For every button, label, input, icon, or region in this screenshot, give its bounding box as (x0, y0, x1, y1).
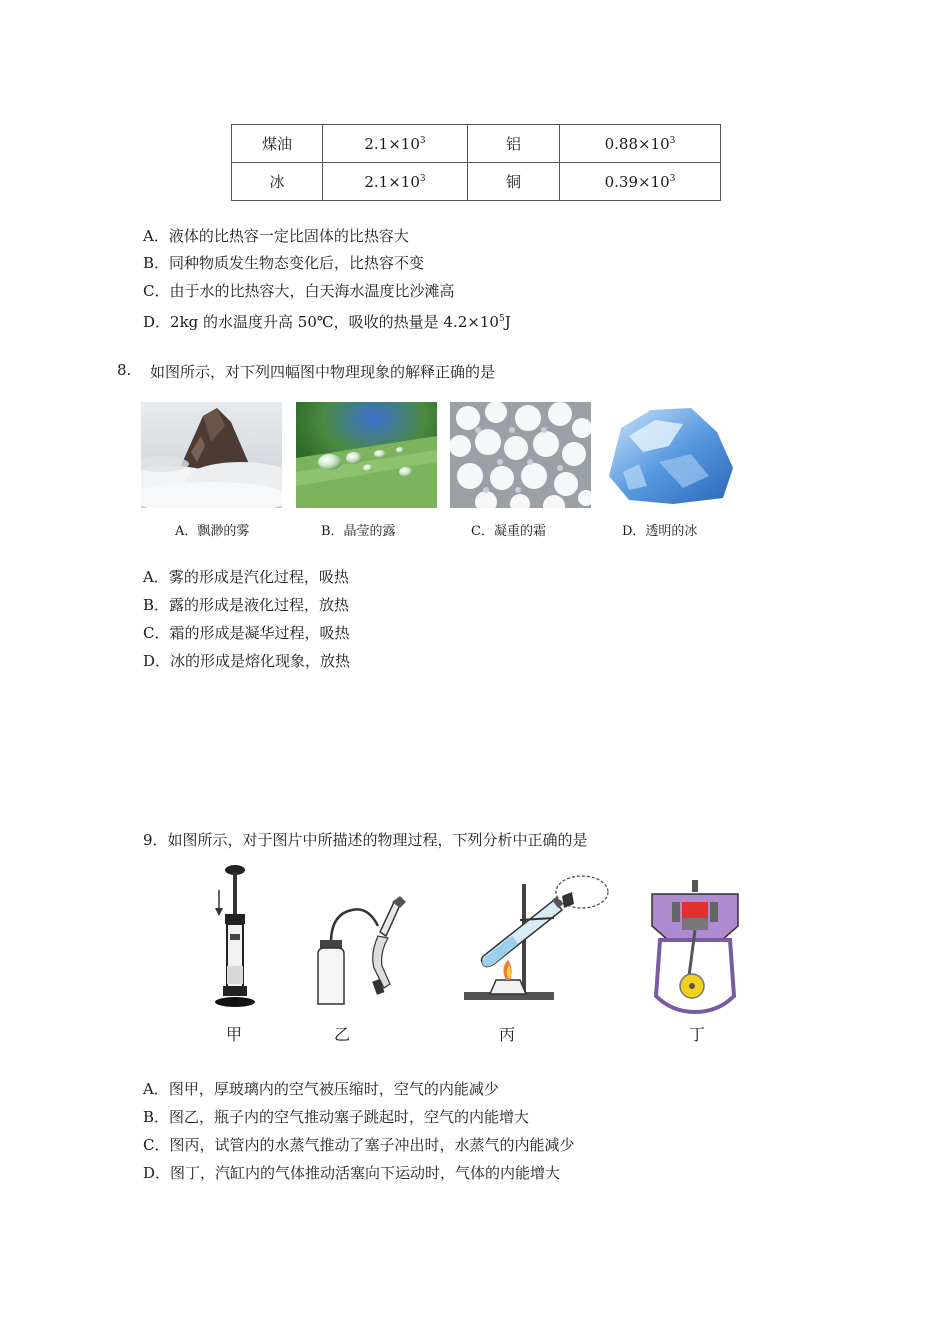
table-cell: 煤油 (232, 125, 323, 163)
table-cell: $2.1\times 10^3$ (323, 125, 468, 163)
table-row (232, 163, 721, 201)
table-cell: $0.88\times 10^3$ (560, 125, 721, 163)
compression-apparatus-figure (205, 862, 265, 1012)
q8-option-a: A．雾的形成是汽化过程，吸热 (143, 568, 349, 586)
q8-option-c: C．霜的形成是凝华过程，吸热 (143, 624, 350, 642)
table-cell: $2.1\times 10^3$ (323, 163, 468, 201)
fog-mountain-photo (141, 402, 282, 508)
q9-option-d: D．图丁，汽缸内的气体推动活塞向下运动时，气体的内能增大 (143, 1164, 561, 1182)
dew-drops-photo (296, 402, 437, 508)
table-cell: 铜 (468, 163, 560, 201)
caption-d: D．透明的冰 (622, 524, 698, 539)
frost-photo (450, 402, 591, 508)
figure-label-bing: 丙 (499, 1025, 516, 1044)
table-row (232, 125, 721, 163)
caption-c: C．凝重的霜 (471, 524, 546, 539)
test-tube-heating-figure (462, 870, 612, 1010)
table-cell: 冰 (232, 163, 323, 201)
q8-option-d: D．冰的形成是熔化现象，放热 (143, 652, 351, 670)
q7-option-b: B．同种物质发生物态变化后，比热容不变 (143, 254, 425, 272)
caption-a: A．飘渺的雾 (175, 524, 250, 539)
q8-number: 8. (117, 361, 132, 379)
specific-heat-table (231, 124, 721, 201)
q9-option-b: B．图乙，瓶子内的空气推动塞子跳起时，空气的内能增大 (143, 1108, 530, 1126)
table-cell: $0.39\times 10^3$ (560, 163, 721, 201)
figure-label-yi: 乙 (334, 1025, 351, 1044)
q9-stem: 9．如图所示，对于图片中所描述的物理过程，下列分析中正确的是 (143, 831, 588, 849)
q9-option-c: C．图丙，试管内的水蒸气推动了塞子冲出时，水蒸气的内能减少 (143, 1136, 575, 1154)
q8-option-b: B．露的形成是液化过程，放热 (143, 596, 350, 614)
q9-option-a: A．图甲，厚玻璃内的空气被压缩时，空气的内能减少 (143, 1080, 499, 1098)
q7-option-d: D．2kg 的水温度升高 50℃，吸收的热量是 $4.2\times 10^5J$ (143, 313, 511, 331)
q7-option-c: C．由于水的比热容大，白天海水温度比沙滩高 (143, 282, 455, 300)
figure-label-jia: 甲 (226, 1025, 243, 1044)
caption-b: B．晶莹的露 (321, 524, 396, 539)
ice-photo (599, 402, 740, 508)
engine-cylinder-figure (648, 880, 743, 1015)
q8-stem: 如图所示，对下列四幅图中物理现象的解释正确的是 (150, 363, 496, 381)
figure-label-ding: 丁 (689, 1025, 706, 1044)
bottle-pump-figure (308, 896, 418, 1012)
q7-option-a: A．液体的比热容一定比固体的比热容大 (143, 227, 409, 245)
table-cell: 铝 (468, 125, 560, 163)
